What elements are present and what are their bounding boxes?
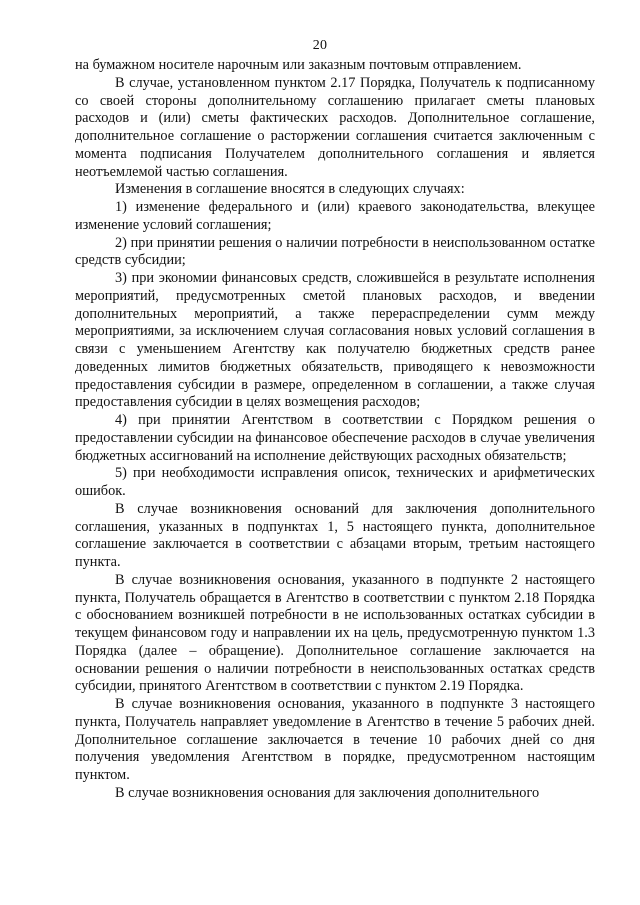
list-item-5: 5) при необходимости исправления описок, технических и арифметических ошибок. xyxy=(75,465,595,499)
paragraph-subpoint-2: В случае возникновения основания, указанного в подпункте 2 настоящего пункта, Получатель обращается в Агентство в соответствии с пунктом 2.18 Порядка с обоснованием возникшей потребности в не использованных остатках субсидии в текущем финансовом году и направлении их на цель, предусмотренную пунктом 1.3 Порядка (далее – обращение). Дополнительное соглашение заключается на основании решения о наличии потребности в неиспользованных остатках средств субсидии, принятого Агентством в соответствии с пунктом 2.19 Порядка. xyxy=(75,571,595,695)
paragraph-subpoints-1-5: В случае возникновения оснований для заключения дополнительного соглашения, указанных в подпунктах 1, 5 настоящего пункта, дополнительное соглашение заключается в соответствии с абзацами вторым, третьим настоящего пункта. xyxy=(75,500,595,570)
page-number: 20 xyxy=(312,38,328,53)
paragraph-final: В случае возникновения основания для заключения дополнительного xyxy=(115,784,540,801)
list-item-4: 4) при принятии Агентством в соответствии с Порядком решения о предоставлении субсидии на финансовое обеспечение расходов в случае увеличения бюджетных ассигнований на исполнение действующих расходных обязательств; xyxy=(75,412,595,464)
list-item-1: 1) изменение федерального и (или) краевого законодательства, влекущее изменение условий соглашения; xyxy=(75,199,595,233)
list-item-3: 3) при экономии финансовых средств, сложившейся в результате исполнения мероприятий, предусмотренных сметой плановых расходов, и введении дополнительных мероприятий, а также перераспределении сумм между мероприятиями, за исключением случая согласования новых условий соглашения в связи с уменьшением Агентству как получателю бюджетных средств ранее доведенных лимитов бюджетных обязательств, приводящего к невозможности предоставления субсидии в размере, определенном в соглашении, а также случая предоставления субсидии в целях возмещения расходов; xyxy=(75,270,595,411)
paragraph-signing: В случае, установленном пунктом 2.17 Порядка, Получатель к подписанному со своей стороны дополнительному соглашению прилагает сметы плановых расходов и (или) сметы фактических расходов. Дополнительное соглашение, дополнительное соглашение о расторжении соглашения считается заключенным с момента подписания Получателем дополнительного соглашения и является неотъемлемой частью соглашения. xyxy=(75,74,595,180)
paragraph-subpoint-3: В случае возникновения основания, указанного в подпункте 3 настоящего пункта, Получатель направляет уведомление в Агентство в течение 5 рабочих дней. Дополнительное соглашение заключается в течение 10 рабочих дней со дня получения уведомления Агентством в порядке, предусмотренном настоящим пунктом. xyxy=(75,696,595,783)
list-item-2: 2) при принятии решения о наличии потребности в неиспользованном остатке средств субсидии; xyxy=(75,234,595,269)
paragraph-continuation: на бумажном носителе нарочным или заказным почтовым отправлением. xyxy=(75,57,522,73)
paragraph-changes-intro: Изменения в соглашение вносятся в следующих случаях: xyxy=(115,181,465,198)
document-body xyxy=(75,57,595,803)
